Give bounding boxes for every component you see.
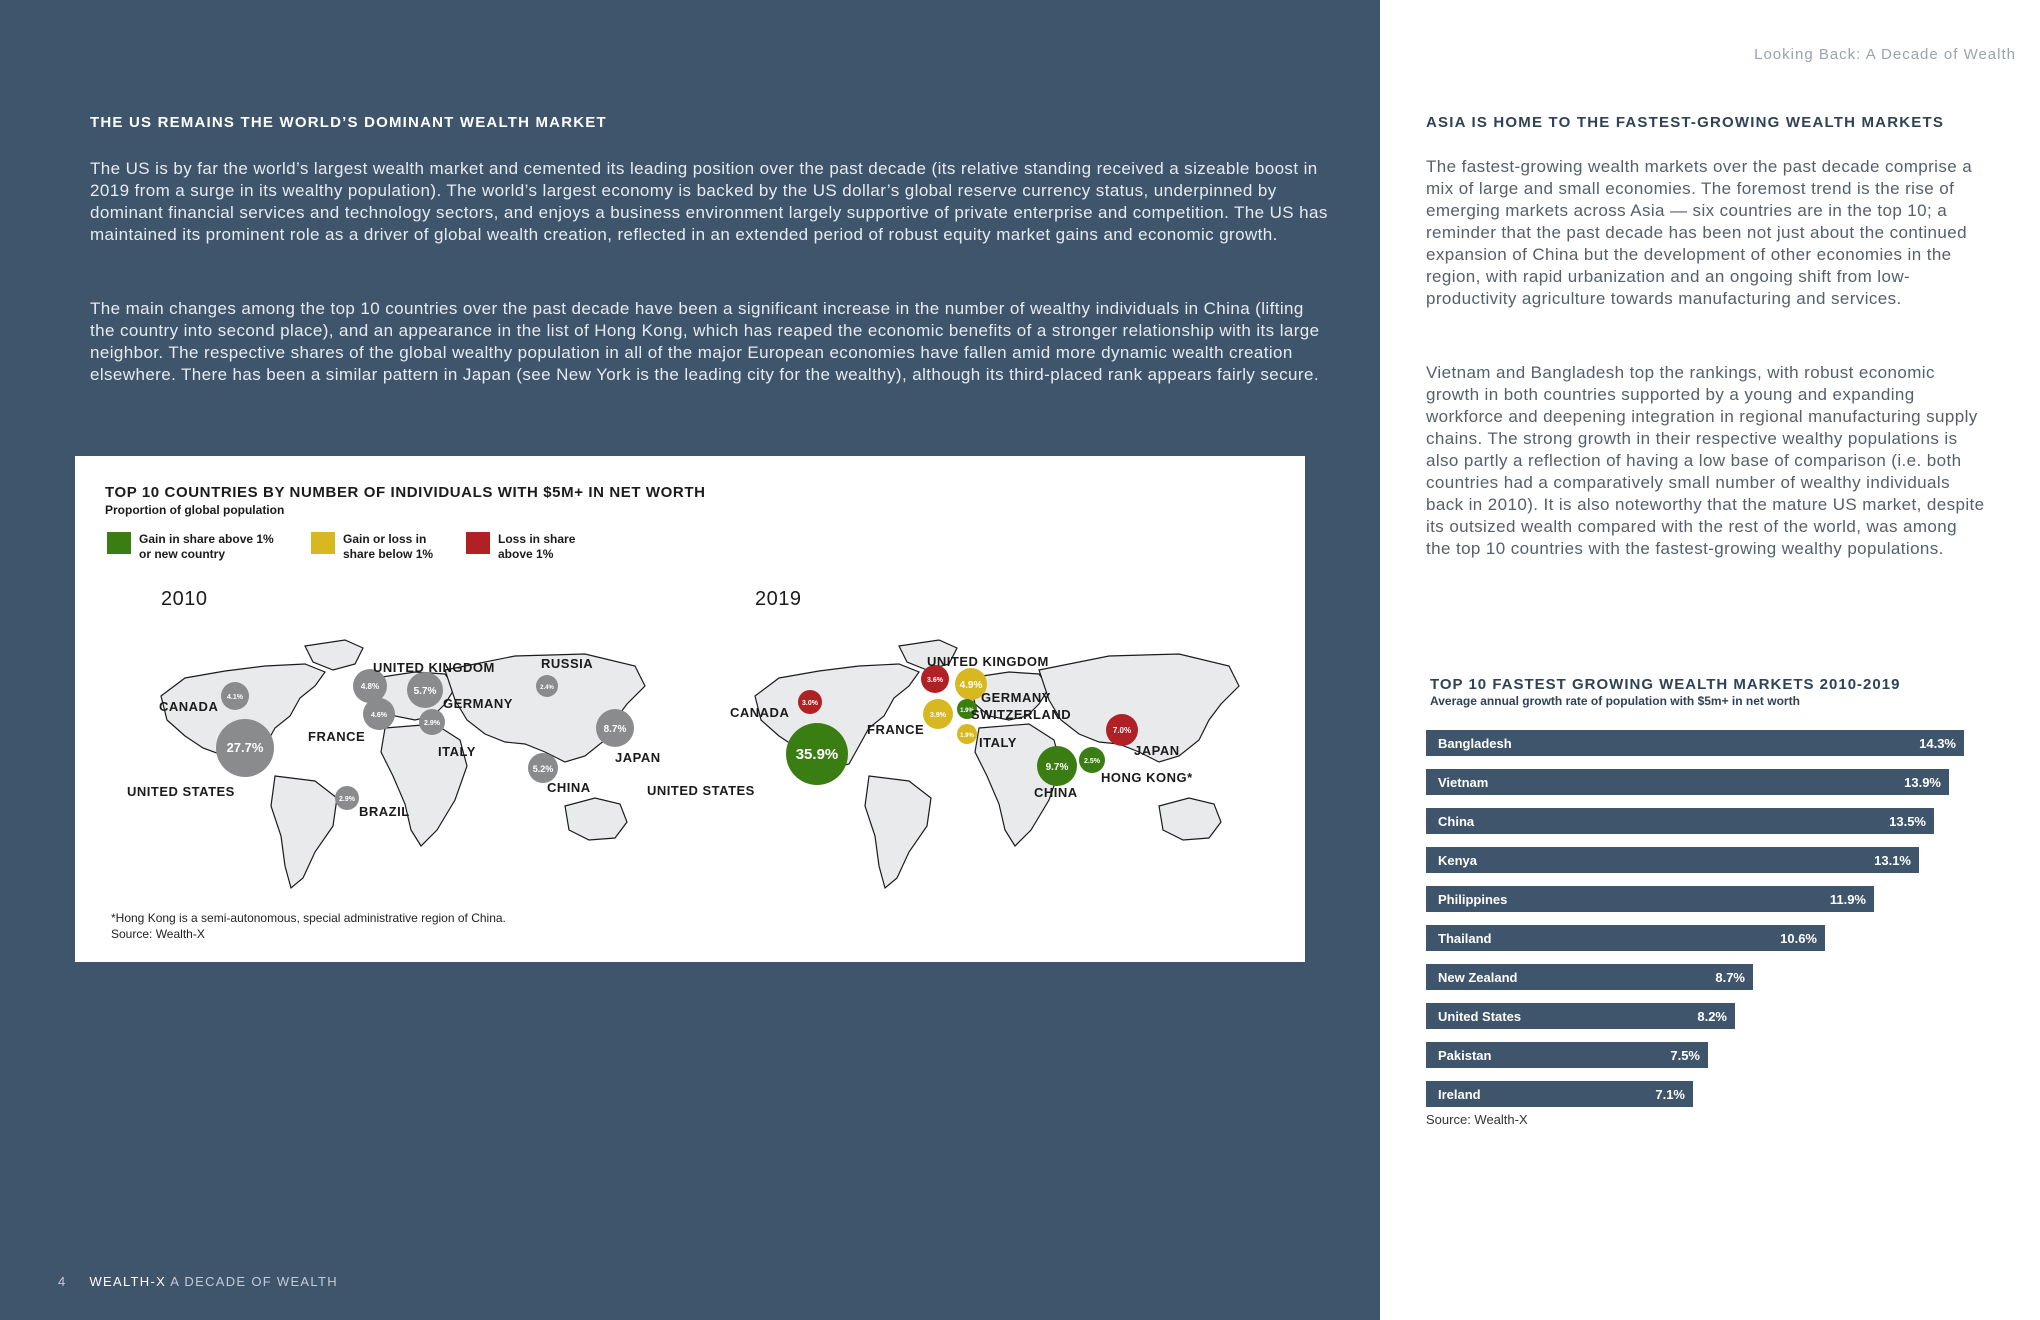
bar-pakistan — [1426, 1042, 1708, 1068]
bar-chart-subtitle: Average annual growth rate of population with $5m+ in net worth — [1430, 694, 1800, 708]
country-label: CHINA — [547, 780, 591, 795]
bar-bangladesh — [1426, 730, 1964, 756]
bubble-value: 7.0% — [1112, 726, 1132, 735]
bubble-value: 4.9% — [959, 680, 983, 691]
bar-value: 13.1% — [1874, 853, 1911, 868]
page-footer — [58, 1274, 338, 1289]
bubble-value: 27.7% — [226, 740, 264, 755]
world-map-2010 — [115, 616, 675, 906]
south-america-shape — [271, 776, 337, 888]
country-label: CANADA — [730, 705, 790, 720]
map-card-subtitle: Proportion of global population — [105, 503, 285, 517]
bar-label: Vietnam — [1438, 775, 1489, 790]
bubble-value: 1.9% — [960, 733, 974, 739]
country-label: FRANCE — [308, 729, 366, 744]
bubble-value: 8.7% — [603, 724, 627, 735]
asia-paragraph-1: The fastest-growing wealth markets over the past decade comprise a mix of large and small economies. The foremost trend is the rise of emerging markets across Asia — six countries are in the top 10; a reminder that the past decade has been not just about the continued expansion of China but the development of other economies in the region, with rapid urbanization and an ongoing shift from low-productivity agriculture towards manufacturing and services. — [1426, 157, 1973, 308]
legend-label: Gain in share above 1% or new country — [139, 532, 274, 561]
country-label: RUSSIA — [541, 656, 594, 671]
bubble-value: 2.9% — [424, 720, 440, 727]
country-label: UNITED STATES — [647, 783, 755, 798]
africa-shape — [381, 724, 467, 846]
bubble-value: 9.7% — [1045, 762, 1069, 773]
bar-kenya — [1426, 847, 1919, 873]
bar-value: 13.9% — [1904, 775, 1941, 790]
bar-label: New Zealand — [1438, 970, 1518, 985]
bar-value: 7.5% — [1670, 1048, 1700, 1063]
bar-chart-title: TOP 10 FASTEST GROWING WEALTH MARKETS 2010-2019 — [1430, 676, 1901, 693]
right-panel — [1380, 0, 2040, 1320]
us-paragraph-1: The US is by far the world’s largest wealth market and cemented its leading position over the past decade (its relative standing received a sizeable boost in 2019 from a surge in its wealthy population). The world’s largest economy is backed by the US dollar’s global reserve currency status, underpinned by dominant financial services and technology sectors, and enjoys a business environment largely supportive of private enterprise and competition. The US has maintained its prominent role as a driver of global wealth creation, reflected in an extended period of robust equity market gains and economic growth. — [90, 159, 1328, 244]
australia-shape — [565, 798, 627, 840]
year-2019-label: 2019 — [755, 588, 802, 610]
bubble-value: 4.6% — [371, 712, 387, 719]
country-label: SWITZERLAND — [971, 707, 1072, 722]
section-heading-us: THE US REMAINS THE WORLD’S DOMINANT WEALTH MARKET — [90, 114, 607, 131]
bubble-value: 4.1% — [227, 694, 243, 701]
legend-item-small-change — [311, 532, 453, 562]
year-2010-label: 2010 — [161, 588, 208, 610]
country-label: UNITED STATES — [127, 784, 235, 799]
country-label: JAPAN — [615, 750, 661, 765]
bubble-value: 35.9% — [795, 746, 839, 763]
bar-thailand — [1426, 925, 1825, 951]
bubble-value: 3.6% — [927, 677, 943, 684]
bar-label: China — [1438, 814, 1475, 829]
bar-label: Philippines — [1438, 892, 1508, 907]
bubble-value: 3.9% — [930, 712, 946, 719]
bar-philippines — [1426, 886, 1874, 912]
running-title: Looking Back: A Decade of Wealth — [1754, 46, 2016, 63]
map-footnote — [111, 910, 506, 942]
country-label: UNITED KINGDOM — [927, 654, 1049, 669]
bar-label: Kenya — [1438, 853, 1478, 868]
legend-swatch-green — [107, 532, 131, 554]
bar-label: Bangladesh — [1438, 736, 1512, 751]
bar-label: Ireland — [1438, 1087, 1481, 1102]
map-card — [75, 456, 1305, 962]
bar-china — [1426, 808, 1934, 834]
bubble-value: 5.2% — [532, 764, 554, 774]
bar-value: 8.2% — [1697, 1009, 1727, 1024]
bar-value: 8.7% — [1715, 970, 1745, 985]
legend-swatch-yellow — [311, 532, 335, 554]
country-label: FRANCE — [867, 722, 925, 737]
country-label: JAPAN — [1134, 743, 1180, 758]
country-label: BRAZIL — [359, 804, 410, 819]
bar-value: 7.1% — [1655, 1087, 1685, 1102]
bubble-value: 5.7% — [413, 686, 437, 697]
country-label: ITALY — [438, 744, 476, 759]
legend-swatch-red — [466, 532, 490, 554]
footnote-hong-kong: *Hong Kong is a semi-autonomous, special administrative region of China. — [111, 911, 506, 925]
footer-title: A DECADE OF WEALTH — [170, 1274, 338, 1289]
bar-label: Thailand — [1438, 931, 1492, 946]
bar-label: Pakistan — [1438, 1048, 1492, 1063]
map-source: Source: Wealth-X — [111, 927, 205, 941]
bar-value: 11.9% — [1829, 892, 1866, 907]
legend-label: Gain or loss in share below 1% — [343, 532, 434, 561]
bar-chart-source: Source: Wealth-X — [1426, 1112, 1528, 1127]
bar-label: United States — [1438, 1009, 1522, 1024]
world-map-2019 — [647, 616, 1269, 906]
footer-brand: WEALTH-X — [89, 1274, 167, 1289]
bubble-value: 3.0% — [802, 700, 818, 707]
bar-vietnam — [1426, 769, 1949, 795]
bar-value: 14.3% — [1919, 736, 1956, 751]
page-number: 4 — [58, 1274, 67, 1289]
bubble-value: 2.5% — [1084, 758, 1100, 765]
country-label: UNITED KINGDOM — [373, 660, 495, 675]
section-heading-asia: ASIA IS HOME TO THE FASTEST-GROWING WEALTH MARKETS — [1426, 114, 1945, 131]
australia-shape — [1159, 798, 1221, 840]
country-label: CHINA — [1034, 785, 1078, 800]
bubble-value: 1.9% — [960, 708, 974, 714]
country-label: ITALY — [979, 735, 1017, 750]
asia-paragraph-2: Vietnam and Bangladesh top the rankings, with robust economic growth in both countries supported by a young and expanding workforce and deepening integration in regional manufacturing supply chains. The strong growth in their respective wealthy populations is also partly a reflection of having a low base of comparison (i.e. both countries had a comparatively small number of wealthy individuals back in 2010). It is also noteworthy that the mature US market, despite its outsized wealth compared with the rest of the world, was among the top 10 countries with the fastest-growing wealthy populations. — [1426, 363, 1985, 558]
bar-ireland — [1426, 1081, 1693, 1107]
greenland-shape — [305, 640, 363, 670]
bar-value: 13.5% — [1889, 814, 1926, 829]
bar-united-states — [1426, 1003, 1735, 1029]
us-paragraph-2: The main changes among the top 10 countries over the past decade have been a significant increase in the number of wealthy individuals in China (lifting the country into second place), and an appearance in the list of Hong Kong, which has reaped the economic benefits of a stronger relationship with its large neighbor. The respective shares of the global wealthy population in all of the major European economies have fallen amid more dynamic wealth creation elsewhere. There has been a similar pattern in Japan (see New York is the leading city for the wealthy), although its third-placed rank appears fairly secure. — [90, 299, 1320, 384]
legend-item-gain — [107, 532, 289, 562]
bubble-value: 4.8% — [360, 682, 380, 691]
bubble-value: 2.9% — [339, 796, 355, 803]
legend-item-loss — [466, 532, 598, 562]
country-label: CANADA — [159, 699, 219, 714]
map-card-title: TOP 10 COUNTRIES BY NUMBER OF INDIVIDUALS WITH $5M+ IN NET WORTH — [105, 484, 706, 501]
legend-label: Loss in share above 1% — [498, 532, 576, 561]
bar-value: 10.6% — [1780, 931, 1817, 946]
bar-new-zealand — [1426, 964, 1753, 990]
south-america-shape — [865, 776, 931, 888]
country-label: HONG KONG* — [1101, 770, 1193, 785]
country-label: GERMANY — [443, 696, 513, 711]
bubble-value: 2.4% — [540, 685, 554, 691]
country-label: GERMANY — [981, 690, 1051, 705]
